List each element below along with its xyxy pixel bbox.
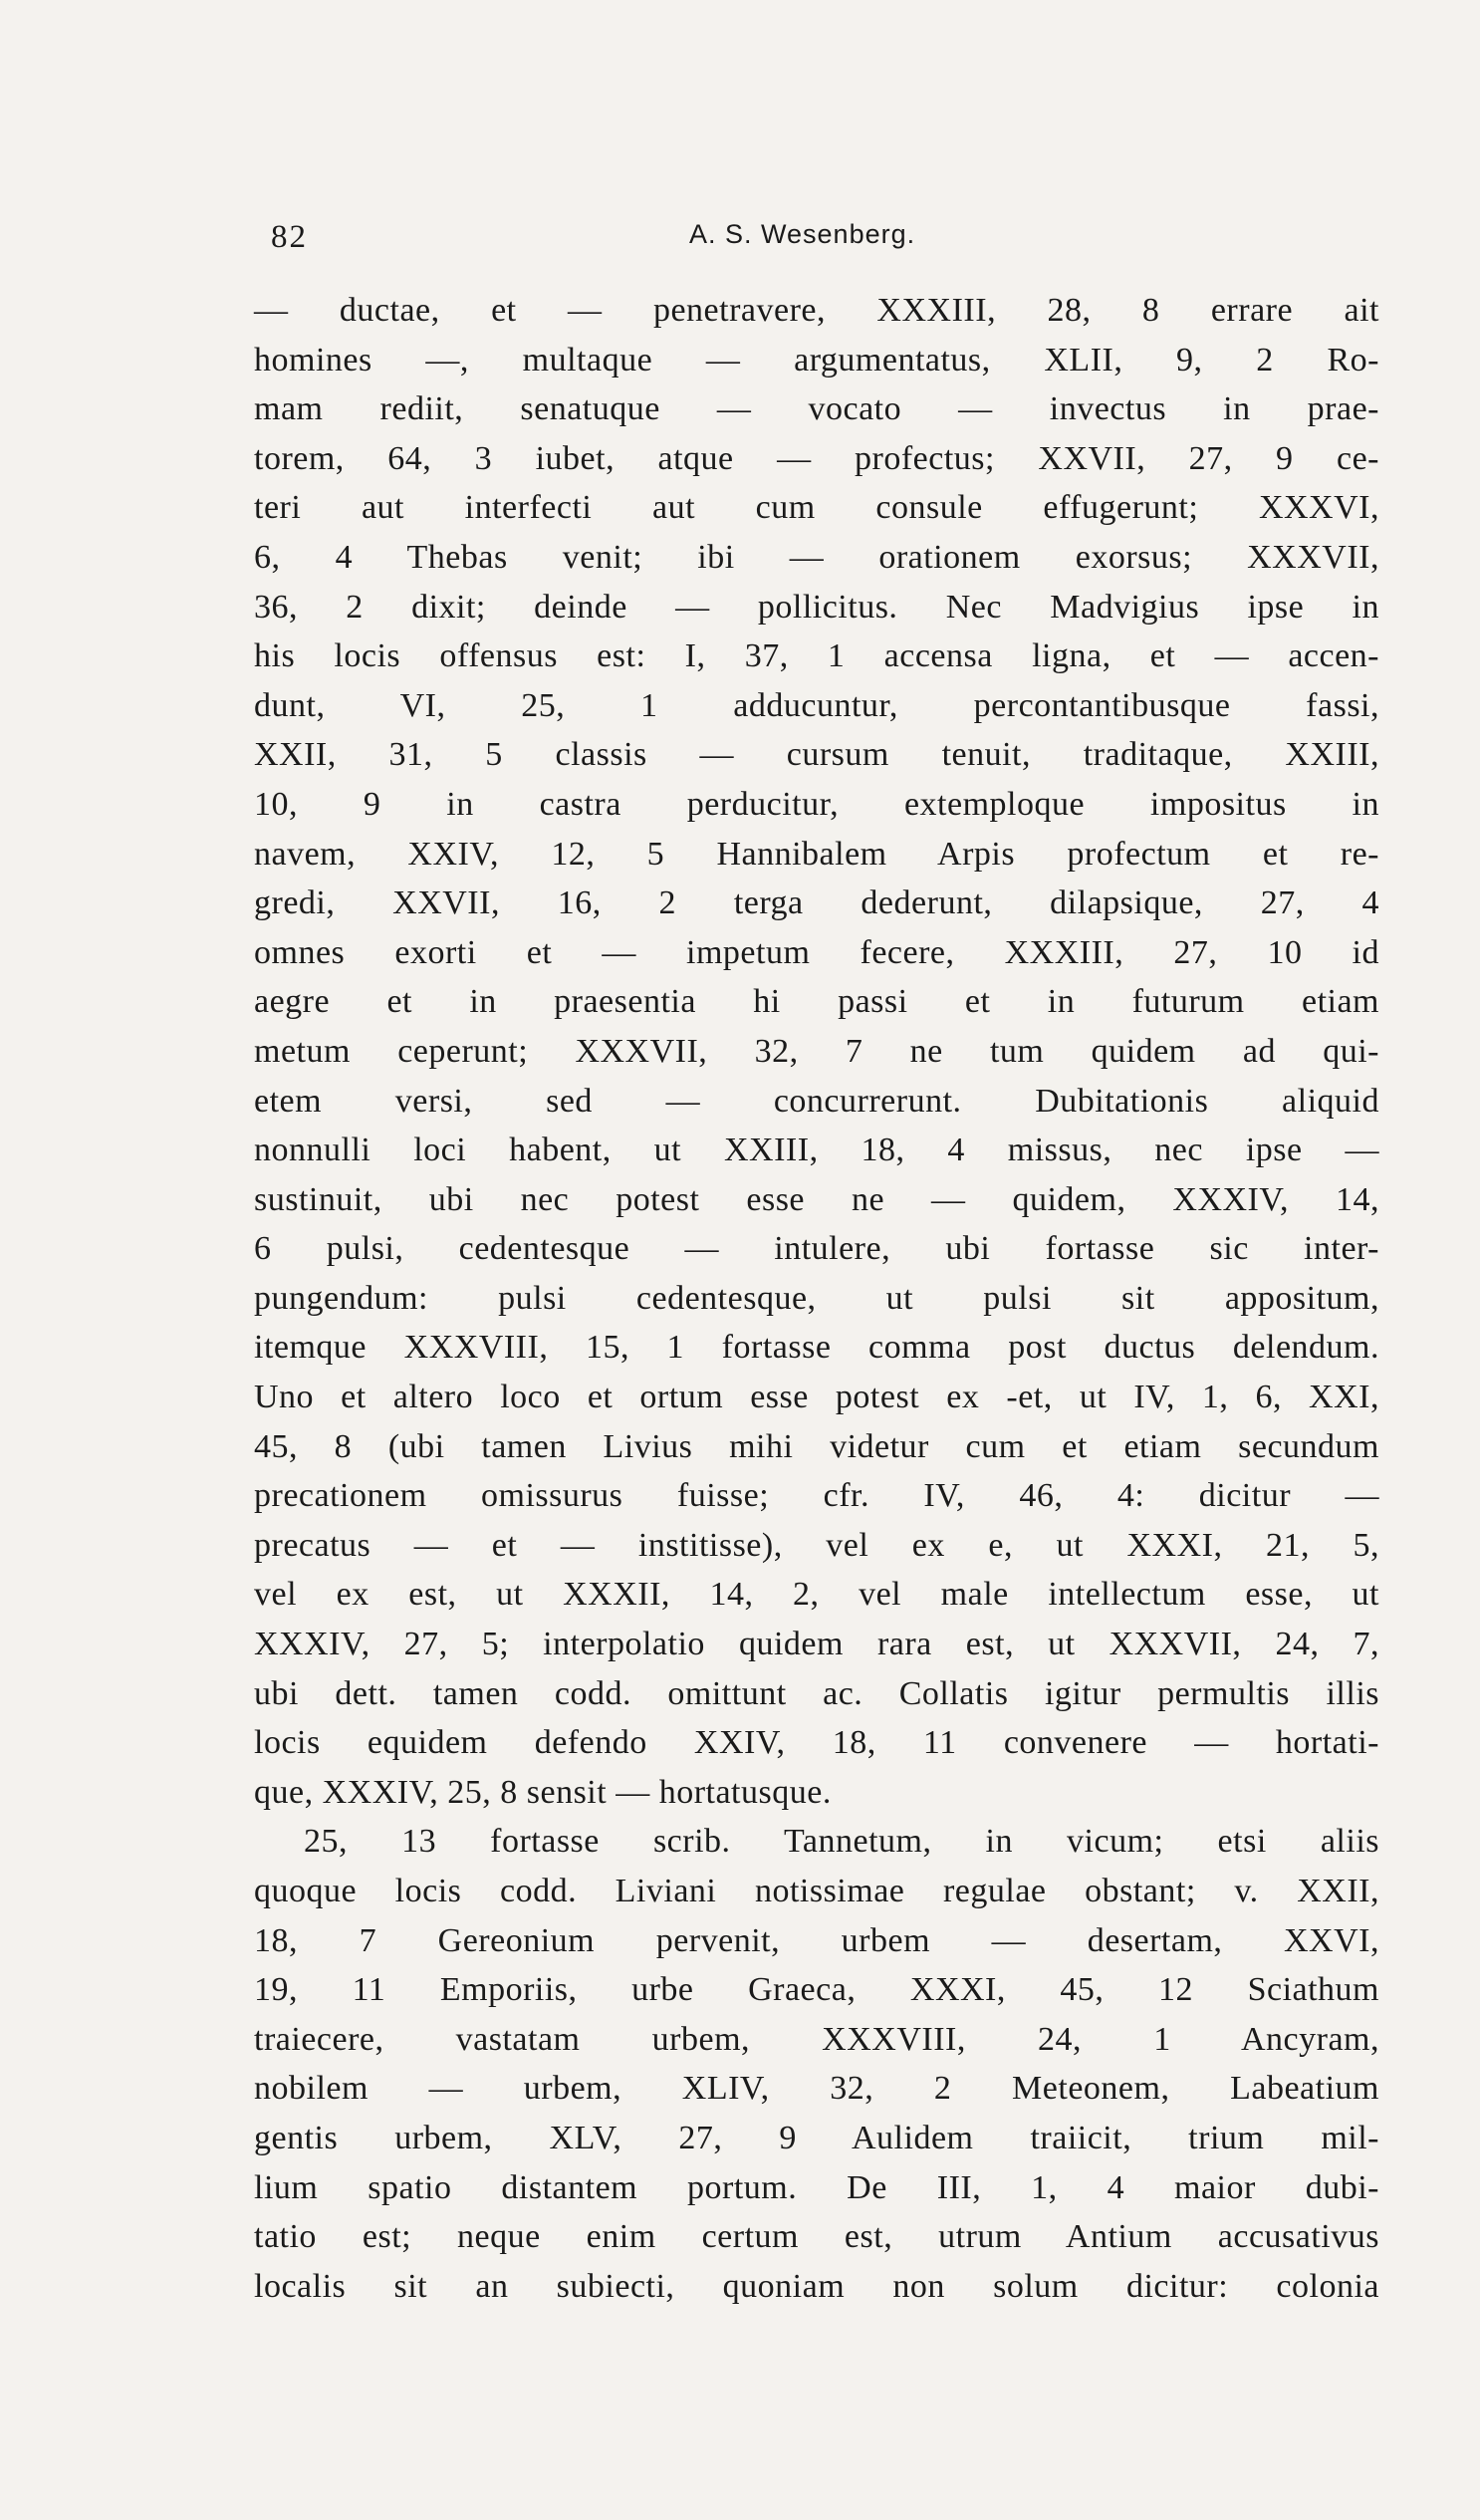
text-line: 6 pulsi, cedentesque — intulere, ubi fortasse sic inter-: [254, 1230, 1379, 1268]
text-line: 36, 2 dixit; deinde — pollicitus. Nec Madvigius ipse in: [254, 588, 1379, 626]
text-line: 10, 9 in castra perducitur, extemploque impositus in: [254, 785, 1379, 823]
text-line: mam rediit, senatuque — vocato — invectus in prae-: [254, 390, 1379, 428]
text-line: XXII, 31, 5 classis — cursum tenuit, traditaque, XXIII,: [254, 736, 1379, 774]
running-head: [271, 219, 1366, 259]
text-line: torem, 64, 3 iubet, atque — profectus; XXVII, 27, 9 ce-: [254, 439, 1379, 477]
text-line: omnes exorti et — impetum fecere, XXXIII, 27, 10 id: [254, 933, 1379, 971]
text-line: tatio est; neque enim certum est, utrum Antium accusativus: [254, 2218, 1379, 2256]
text-line: gentis urbem, XLV, 27, 9 Aulidem traiicit, trium mil-: [254, 2119, 1379, 2156]
body-text: [254, 286, 1379, 2311]
text-line: etem versi, sed — concurrerunt. Dubitationis aliquid: [254, 1082, 1379, 1120]
text-line: itemque XXXVIII, 15, 1 fortasse comma post ductus delendum.: [254, 1329, 1379, 1367]
text-line: dunt, VI, 25, 1 adducuntur, percontantibusque fassi,: [254, 686, 1379, 724]
text-line: quoque locis codd. Liviani notissimae regulae obstant; v. XXII,: [254, 1873, 1379, 1909]
text-line: homines —, multaque — argumentatus, XLII, 9, 2 Ro-: [254, 341, 1379, 378]
text-line: nonnulli loci habent, ut XXIII, 18, 4 missus, nec ipse —: [254, 1132, 1379, 1169]
text-line: teri aut interfecti aut cum consule effugerunt; XXXVI,: [254, 489, 1379, 527]
text-line: navem, XXIV, 12, 5 Hannibalem Arpis profectum et re-: [254, 835, 1379, 873]
text-line: traiecere, vastatam urbem, XXXVIII, 24, 1 Ancyram,: [254, 2020, 1379, 2058]
text-line: precationem omissurus fuisse; cfr. IV, 46, 4: dicitur —: [254, 1477, 1379, 1515]
text-line: lium spatio distantem portum. De III, 1, 4 maior dubi-: [254, 2168, 1379, 2206]
text-line: his locis offensus est: I, 37, 1 accensa ligna, et — accen-: [254, 637, 1379, 675]
text-line: sustinuit, ubi nec potest esse ne — quidem, XXXIV, 14,: [254, 1180, 1379, 1218]
text-line: — ductae, et — penetravere, XXXIII, 28, 8 errare ait: [254, 292, 1379, 329]
text-line: 6, 4 Thebas venit; ibi — orationem exorsus; XXXVII,: [254, 538, 1379, 576]
text-line: ubi dett. tamen codd. omittunt ac. Collatis igitur permultis illis: [254, 1674, 1379, 1712]
text-line: pungendum: pulsi cedentesque, ut pulsi sit appositum,: [254, 1279, 1379, 1317]
text-line: gredi, XXVII, 16, 2 terga dederunt, dilapsique, 27, 4: [254, 884, 1379, 922]
text-line: XXXIV, 27, 5; interpolatio quidem rara est, ut XXXVII, 24, 7,: [254, 1626, 1379, 1663]
text-line: Uno et altero loco et ortum esse potest ex -et, ut IV, 1, 6, XXI,: [254, 1379, 1379, 1416]
text-line: aegre et in praesentia hi passi et in futurum etiam: [254, 983, 1379, 1021]
text-line: nobilem — urbem, XLIV, 32, 2 Meteonem, Labeatium: [254, 2070, 1379, 2108]
text-line: vel ex est, ut XXXII, 14, 2, vel male intellectum esse, ut: [254, 1576, 1379, 1614]
running-head-title: A. S. Wesenberg.: [689, 219, 916, 249]
page-number: 82: [271, 219, 308, 255]
text-line: 45, 8 (ubi tamen Livius mihi videtur cum et etiam secundum: [254, 1427, 1379, 1465]
text-line: locis equidem defendo XXIV, 18, 11 convenere — hortati-: [254, 1724, 1379, 1762]
text-line: metum ceperunt; XXXVII, 32, 7 ne tum quidem ad qui-: [254, 1032, 1379, 1070]
text-line: localis sit an subiecti, quoniam non solum dicitur: colonia: [254, 2267, 1379, 2305]
text-line: que, XXXIV, 25, 8 sensit — hortatusque.: [254, 1773, 832, 1811]
paragraph-start-line: 25, 13 fortasse scrib. Tannetum, in vicum; etsi aliis: [304, 1823, 1379, 1861]
text-line: 18, 7 Gereonium pervenit, urbem — desertam, XXVI,: [254, 1921, 1379, 1959]
text-line: 19, 11 Emporiis, urbe Graeca, XXXI, 45, 12 Sciathum: [254, 1971, 1379, 2009]
text-line: precatus — et — institisse), vel ex e, ut XXXI, 21, 5,: [254, 1526, 1379, 1564]
